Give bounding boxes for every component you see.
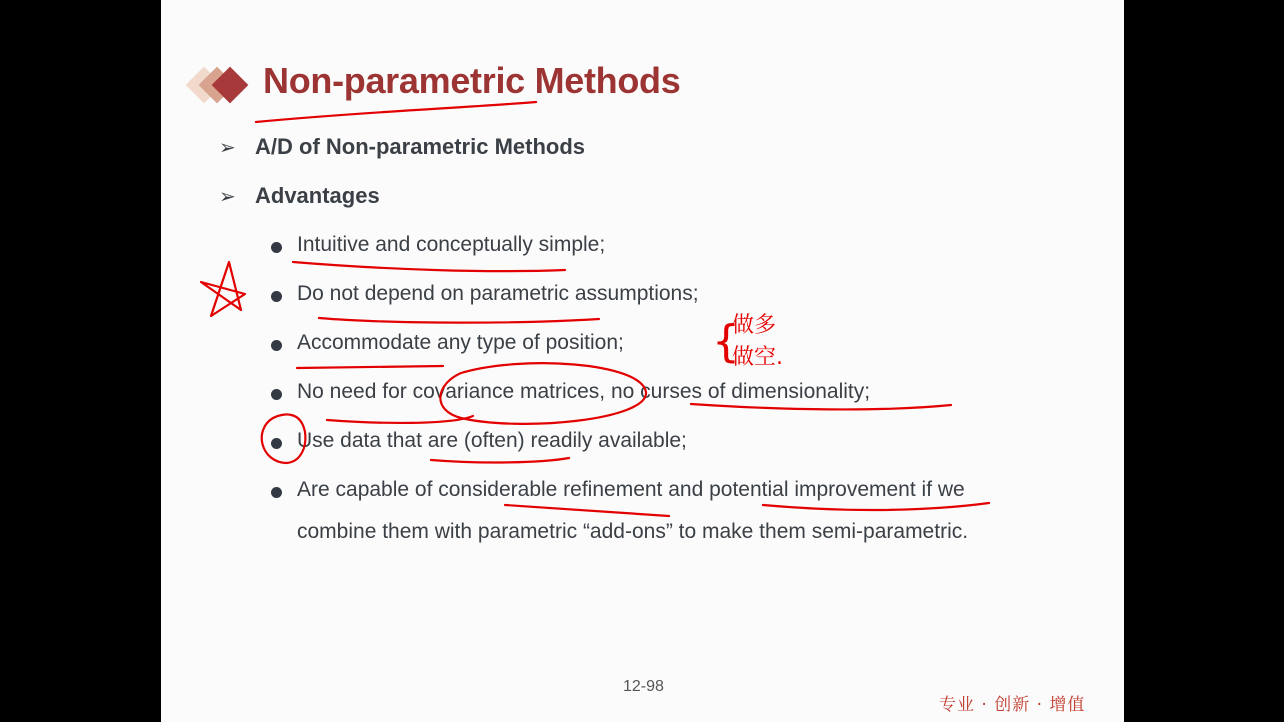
underline-item-4b bbox=[691, 404, 951, 409]
bullet-dot-icon bbox=[271, 389, 282, 400]
list-item-text: Do not depend on parametric assumptions; bbox=[297, 282, 699, 305]
bullet-dot-icon bbox=[271, 291, 282, 302]
underline-item-1 bbox=[293, 262, 565, 271]
underline-item-5 bbox=[431, 458, 569, 462]
title-underline bbox=[256, 102, 536, 122]
bullet-dot-icon bbox=[271, 242, 282, 253]
note-line: 做多 bbox=[732, 313, 777, 338]
list-item-text: Are capable of considerable refinement and potential improvement if we combine them with parametric “add-ons” to make them semi-parametric. bbox=[297, 478, 969, 543]
underline-item-3 bbox=[297, 366, 443, 368]
ink-annotations bbox=[161, 0, 1124, 722]
underline-item-2 bbox=[319, 318, 599, 323]
bullet-dot-icon bbox=[271, 487, 282, 498]
handwritten-note bbox=[712, 310, 783, 374]
list-item-text: Use data that are (often) readily available; bbox=[297, 429, 687, 452]
page-number: 12-98 bbox=[623, 678, 664, 695]
bullet-dot-icon bbox=[271, 438, 282, 449]
heading-advantages bbox=[219, 183, 380, 209]
note-line: 做空. bbox=[732, 345, 783, 370]
heading-text: A/D of Non-parametric Methods bbox=[255, 134, 586, 159]
heading-ad bbox=[219, 134, 585, 160]
list-item-text: No need for covariance matrices, no curses of dimensionality; bbox=[297, 380, 871, 403]
star-mark-icon bbox=[201, 262, 245, 316]
brand-slogan: 专业 · 创新 · 增值 bbox=[939, 695, 1086, 715]
bullet-dot-icon bbox=[271, 340, 282, 351]
underline-item-4a bbox=[327, 416, 473, 423]
brace-icon: { bbox=[712, 316, 740, 367]
slide bbox=[161, 0, 1124, 722]
list-item-text: Accommodate any type of position; bbox=[297, 331, 624, 354]
slide-title: Non-parametric Methods bbox=[263, 60, 681, 101]
list-item-text: Intuitive and conceptually simple; bbox=[297, 233, 606, 256]
heading-text: Advantages bbox=[255, 183, 380, 208]
arrow-bullet-icon: ➢ bbox=[219, 186, 236, 208]
arrow-bullet-icon: ➢ bbox=[219, 137, 236, 159]
